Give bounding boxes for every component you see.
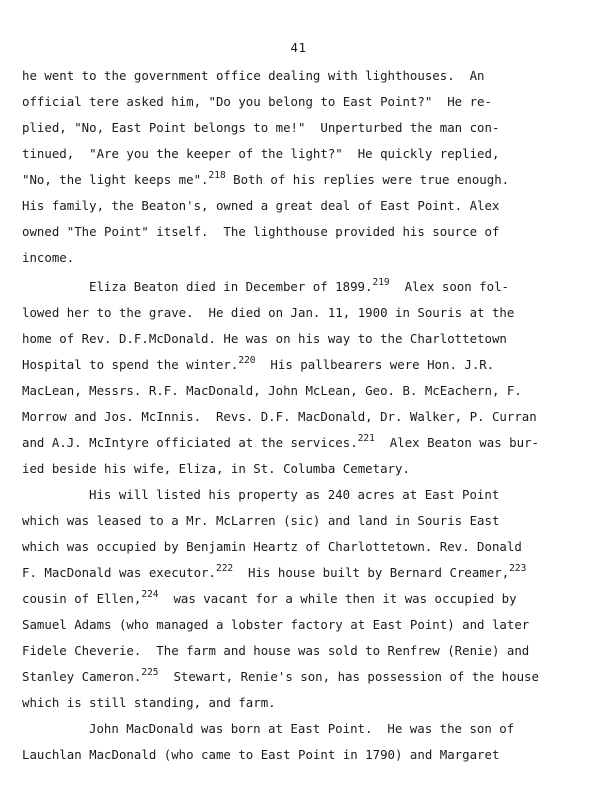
text-run: Hospital to spend the winter. <box>22 357 239 372</box>
text-line <box>22 224 499 240</box>
text-run: His family, the Beaton's, owned a great deal of East Point. Alex <box>22 198 500 213</box>
text-line <box>22 331 507 347</box>
text-run: home of Rev. D.F.McDonald. He was on his way to the Charlottetown <box>22 331 507 346</box>
text-run: cousin of Ellen, <box>22 591 142 606</box>
footnote-reference: 219 <box>372 277 390 288</box>
text-line <box>22 409 537 425</box>
text-run: MacLean, Messrs. R.F. MacDonald, John McLean, Geo. B. McEachern, F. <box>22 383 522 398</box>
footnote-reference: 222 <box>215 563 234 574</box>
text-run: Fidele Cheverie. The farm and house was sold to Renfrew (Renie) and <box>22 643 530 658</box>
text-line <box>22 747 499 763</box>
text-line <box>22 513 499 529</box>
footnote-reference: 223 <box>509 563 527 574</box>
text-run: Stanley Cameron. <box>22 669 142 684</box>
text-line <box>22 591 517 607</box>
text-run: which was occupied by Benjamin Heartz of Charlottetown. Rev. Donald <box>22 539 522 554</box>
footnote-reference: 218 <box>208 170 226 181</box>
text-run: lowed her to the grave. He died on Jan. 11, 1900 in Souris at the <box>22 305 515 320</box>
text-line <box>22 461 410 477</box>
text-line <box>22 539 522 555</box>
text-run: "No, the light keeps me". <box>22 172 209 187</box>
text-line <box>22 68 485 84</box>
text-run: His will listed his property as 240 acres at East Point <box>89 487 500 502</box>
text-line <box>22 435 539 451</box>
text-line <box>22 357 494 373</box>
text-run: tinued, "Are you the keeper of the light?" He quickly replied, <box>22 146 500 161</box>
footnote-reference: 221 <box>357 433 375 444</box>
text-run: John MacDonald was born at East Point. He was the son of <box>89 721 515 736</box>
text-line <box>22 643 529 659</box>
text-run: he went to the government office dealing with lighthouses. An <box>22 68 485 83</box>
text-run: His house built by Bernard Creamer, <box>233 565 510 580</box>
text-line <box>22 198 499 214</box>
text-line <box>22 305 514 321</box>
text-run: His pallbearers were Hon. J.R. <box>255 357 495 372</box>
text-run: Samuel Adams (who managed a lobster factory at East Point) and later <box>22 617 530 632</box>
text-run: owned "The Point" itself. The lighthouse provided his source of <box>22 224 500 239</box>
text-run: which was leased to a Mr. McLarren (sic) and land in Souris East <box>22 513 500 528</box>
text-run: and A.J. McIntyre officiated at the services. <box>22 435 358 450</box>
page-number: 41 <box>290 40 307 55</box>
text-run: Alex soon fol- <box>389 279 510 294</box>
text-run: Alex Beaton was bur- <box>374 435 539 450</box>
text-run: ied beside his wife, Eliza, in St. Columba Cemetary. <box>22 461 410 476</box>
text-line <box>22 669 539 685</box>
footnote-reference: 224 <box>141 589 159 600</box>
text-run: official tere asked him, "Do you belong to East Point?" He re- <box>22 94 492 109</box>
text-line <box>22 172 509 188</box>
text-line <box>22 383 522 399</box>
text-line <box>22 695 276 711</box>
text-line <box>22 146 499 162</box>
text-line <box>22 617 529 633</box>
text-line <box>22 250 74 266</box>
text-line <box>22 94 492 110</box>
text-line <box>89 721 514 737</box>
text-run: was vacant for a while then it was occupied by <box>158 591 517 606</box>
text-line <box>89 279 509 295</box>
footnote-reference: 225 <box>141 667 159 678</box>
text-line <box>22 120 499 136</box>
text-run: F. MacDonald was executor. <box>22 565 216 580</box>
text-run: Morrow and Jos. McInnis. Revs. D.F. MacDonald, Dr. Walker, P. Curran <box>22 409 537 424</box>
text-run: which is still standing, and farm. <box>22 695 276 710</box>
text-line <box>89 487 499 503</box>
text-run: plied, "No, East Point belongs to me!" Unperturbed the man con- <box>22 120 500 135</box>
text-line <box>22 565 526 581</box>
text-run: Lauchlan MacDonald (who came to East Point in 1790) and Margaret <box>22 747 500 762</box>
text-run: Both of his replies were true enough. <box>225 172 510 187</box>
text-run: Stewart, Renie's son, has possession of the house <box>158 669 539 684</box>
footnote-reference: 220 <box>238 355 256 366</box>
text-run: income. <box>22 250 75 265</box>
text-run: Eliza Beaton died in December of 1899. <box>89 279 373 294</box>
